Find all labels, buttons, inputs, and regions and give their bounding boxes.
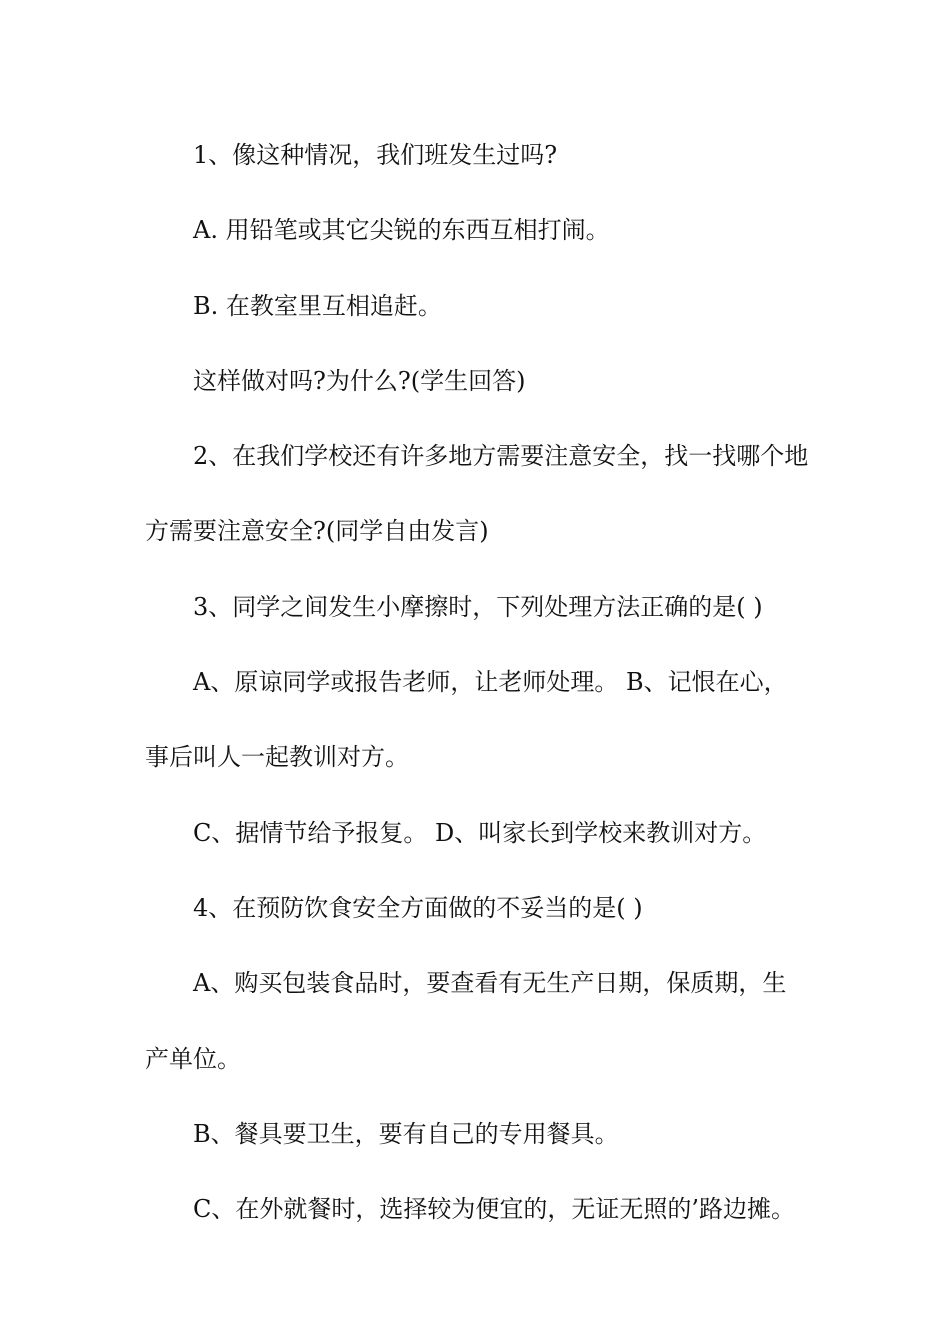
- paragraph-q4-option-a: A、购买包装食品时，要查看有无生产日期，保质期，生产单位。: [145, 969, 787, 1073]
- paragraph-question-2: 2、在我们学校还有许多地方需要注意安全，找一找哪个地方需要注意安全?(同学自由发言): [145, 442, 809, 546]
- paragraph-prompt: 这样做对吗?为什么?(学生回答): [193, 366, 526, 395]
- paragraph-question-1: 1、像这种情况，我们班发生过吗?: [193, 141, 558, 169]
- paragraph-q3-options-cd: C、据情节给予报复。 D、叫家长到学校来教训对方。: [193, 818, 767, 847]
- document-body: [145, 118, 810, 1247]
- paragraph-q3-options-ab: A、原谅同学或报告老师，让老师处理。 B、记恨在心，事后叫人一起教训对方。: [145, 668, 788, 772]
- paragraph-option-a: A. 用铅笔或其它尖锐的东西互相打闹。: [193, 216, 610, 245]
- paragraph-question-3: 3、同学之间发生小摩擦时，下列处理方法正确的是( ): [193, 592, 763, 621]
- paragraph-option-b: B. 在教室里互相追赶。: [193, 291, 442, 320]
- paragraph-q4-option-c: C、在外就餐时，选择较为便宜的，无证无照的’路边摊。: [193, 1195, 795, 1224]
- paragraph-q4-option-b: B、餐具要卫生，要有自己的专用餐具。: [193, 1119, 619, 1148]
- paragraph-question-4: 4、在预防饮食安全方面做的不妥当的是( ): [193, 893, 643, 922]
